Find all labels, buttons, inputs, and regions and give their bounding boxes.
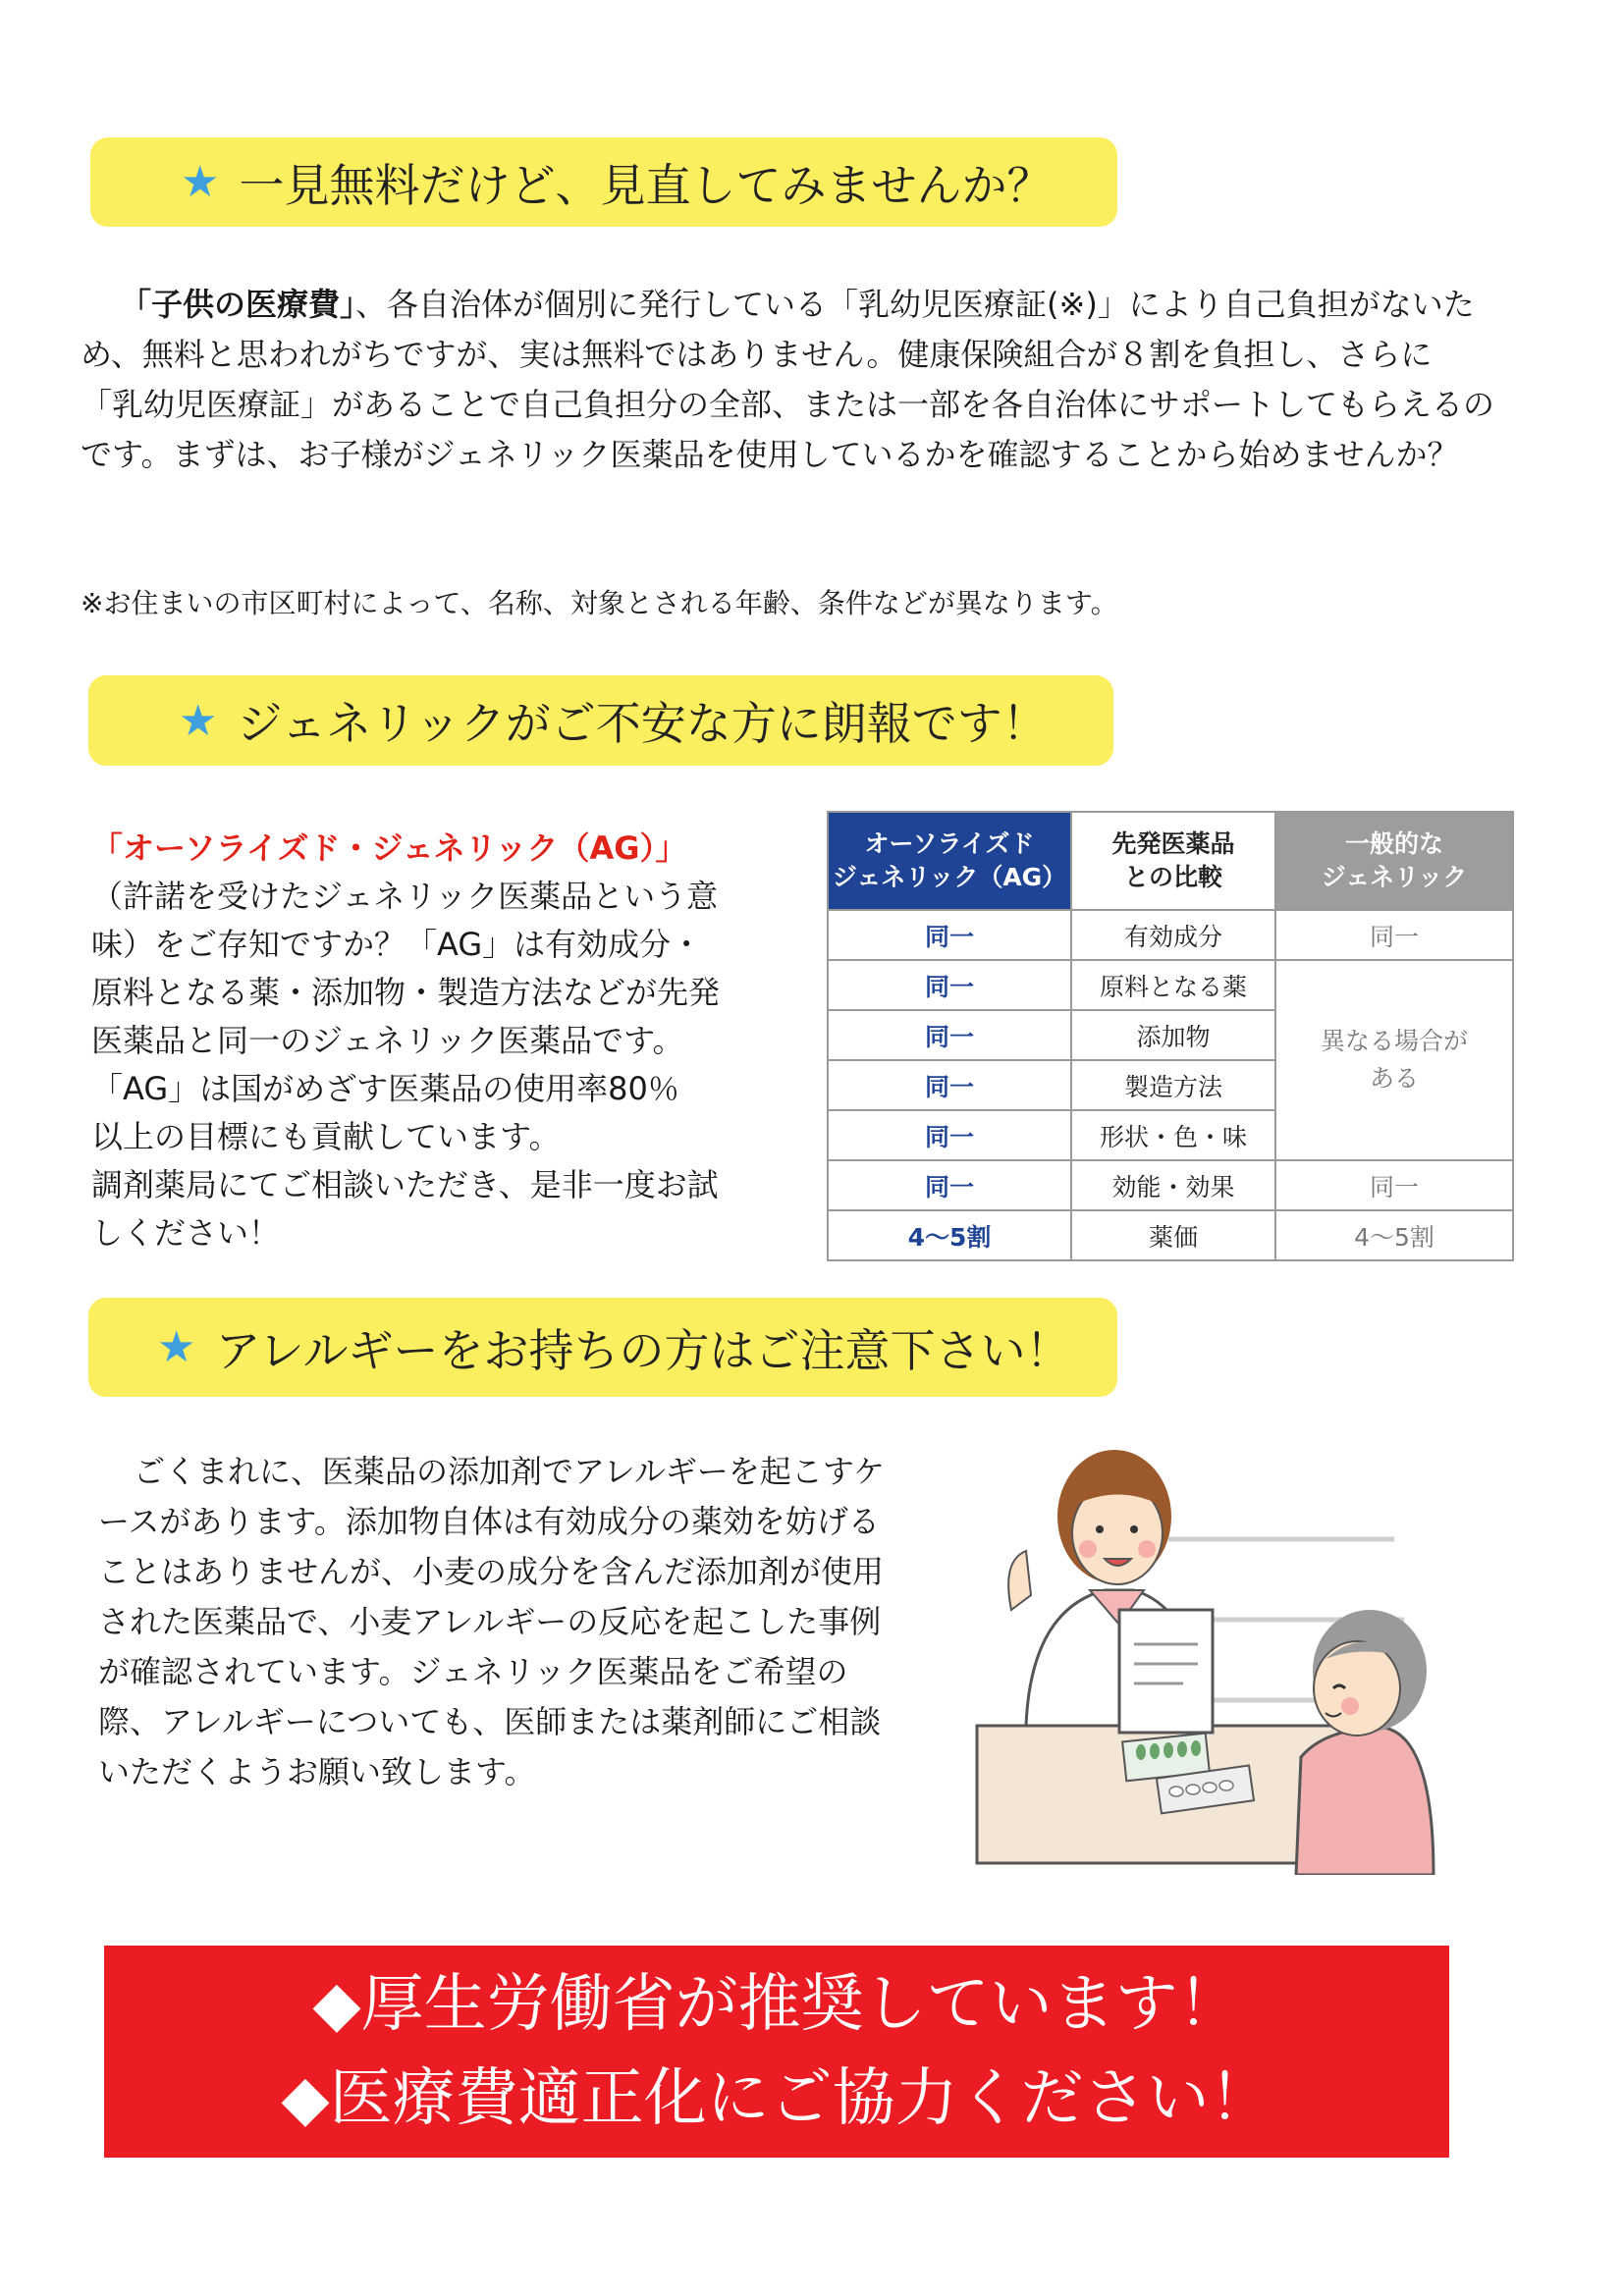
cell-item: 薬価 bbox=[1071, 1210, 1275, 1260]
cell-generic: 同一 bbox=[1275, 1160, 1513, 1210]
pharmacist-hand bbox=[1008, 1551, 1031, 1610]
patient-face bbox=[1314, 1641, 1400, 1735]
cell-generic: 同一 bbox=[1275, 910, 1513, 960]
header-ag: オーソライズド ジェネリック（AG） bbox=[828, 812, 1071, 910]
ag-title: 「オーソライズド・ジェネリック（AG）」 bbox=[91, 829, 687, 867]
cell-ag: 4～5割 bbox=[828, 1210, 1071, 1260]
section-title: アレルギーをお持ちの方はご注意下さい！ bbox=[215, 1323, 1071, 1377]
cell-ag: 同一 bbox=[828, 910, 1071, 960]
header-generic: 一般的な ジェネリック bbox=[1275, 812, 1513, 910]
cell-item: 原料となる薬 bbox=[1071, 960, 1275, 1010]
cell-generic: 4～5割 bbox=[1275, 1210, 1513, 1260]
section-title: ジェネリックがご不安な方に朗報です！ bbox=[237, 697, 1048, 750]
table-row bbox=[828, 960, 1513, 1010]
recommendation-banner bbox=[104, 1946, 1449, 2158]
cell-item: 効能・効果 bbox=[1071, 1160, 1275, 1210]
comparison-table bbox=[827, 811, 1514, 1261]
intro-paragraph bbox=[81, 280, 1494, 480]
recommendation-line-2: ◆医療費適正化にご協力ください！ bbox=[281, 2062, 1272, 2135]
cell-ag: 同一 bbox=[828, 1160, 1071, 1210]
section-heading-generic-news bbox=[88, 675, 1113, 766]
cell-ag: 同一 bbox=[828, 1060, 1071, 1110]
table-row bbox=[828, 910, 1513, 960]
cell-ag: 同一 bbox=[828, 1110, 1071, 1160]
header-original: 先発医薬品 との比較 bbox=[1071, 812, 1275, 910]
cell-item: 有効成分 bbox=[1071, 910, 1275, 960]
star-icon: ★ bbox=[157, 1322, 196, 1372]
allergy-paragraph: ごくまれに、医薬品の添加剤でアレルギーを起こすケースがあります。添加物自体は有効成分の薬効を妨げることはありませんが、小麦の成分を含んだ添加剤が使用された医薬品で、小麦アレルギーの反応を起こした事例が確認されています。ジェネリック医薬品をご希望の際、アレルギーについても、医師または薬剤師にご相談いただくようお願い致します。 bbox=[98, 1453, 885, 1790]
recommendation-line-1: ◆厚生労働省が推奨しています！ bbox=[312, 1968, 1241, 2041]
star-icon: ★ bbox=[179, 695, 218, 746]
cell-ag: 同一 bbox=[828, 960, 1071, 1010]
patient-body bbox=[1296, 1728, 1434, 1875]
pharmacist-consultation-illustration bbox=[972, 1414, 1443, 1875]
cell-ag: 同一 bbox=[828, 1010, 1071, 1060]
section-title: 一見無料だけど、見直してみませんか？ bbox=[239, 158, 1053, 212]
intro-lead: 「子供の医療費」 bbox=[120, 286, 356, 323]
cell-item: 製造方法 bbox=[1071, 1060, 1275, 1110]
clipboard bbox=[1119, 1610, 1213, 1733]
intro-text: 、各自治体が個別に発行している「乳幼児医療証(※)」により自己負担がないため、無料と思われがちですが、実は無料ではありません。健康保険組合が８割を負担し、さらに「乳幼児医療証」があることで自己負担分の全部、または一部を各自治体にサポートしてもらえるのです。まずは、お子様がジェネリック医薬品を使用しているかを確認することから始めませんか？ bbox=[81, 286, 1495, 473]
table-row bbox=[828, 1160, 1513, 1210]
footnote: ※お住まいの市区町村によって、名称、対象とされる年齢、条件などが異なります。 bbox=[81, 587, 1118, 619]
cell-item: 形状・色・味 bbox=[1071, 1110, 1275, 1160]
section-heading-free-medical bbox=[90, 137, 1117, 227]
cell-generic-merged: 異なる場合が ある bbox=[1275, 960, 1513, 1160]
ag-body: （許諾を受けたジェネリック医薬品という意 味）をご存知ですか？「AG」は有効成分・ 原料となる薬・添加物・製造方法などが先発 医薬品と同一のジェネリック医薬品です。 「AG」は国がめざす医薬品の使用率80％ 以上の目標にも貢献しています。 調剤薬局にてご相談いただき、是非一度お試 しください！ bbox=[91, 878, 721, 1252]
ag-description bbox=[91, 825, 779, 1257]
section-heading-allergy bbox=[88, 1298, 1117, 1397]
cell-item: 添加物 bbox=[1071, 1010, 1275, 1060]
table-header-row bbox=[828, 812, 1513, 910]
star-icon: ★ bbox=[181, 157, 220, 207]
table-row bbox=[828, 1210, 1513, 1260]
